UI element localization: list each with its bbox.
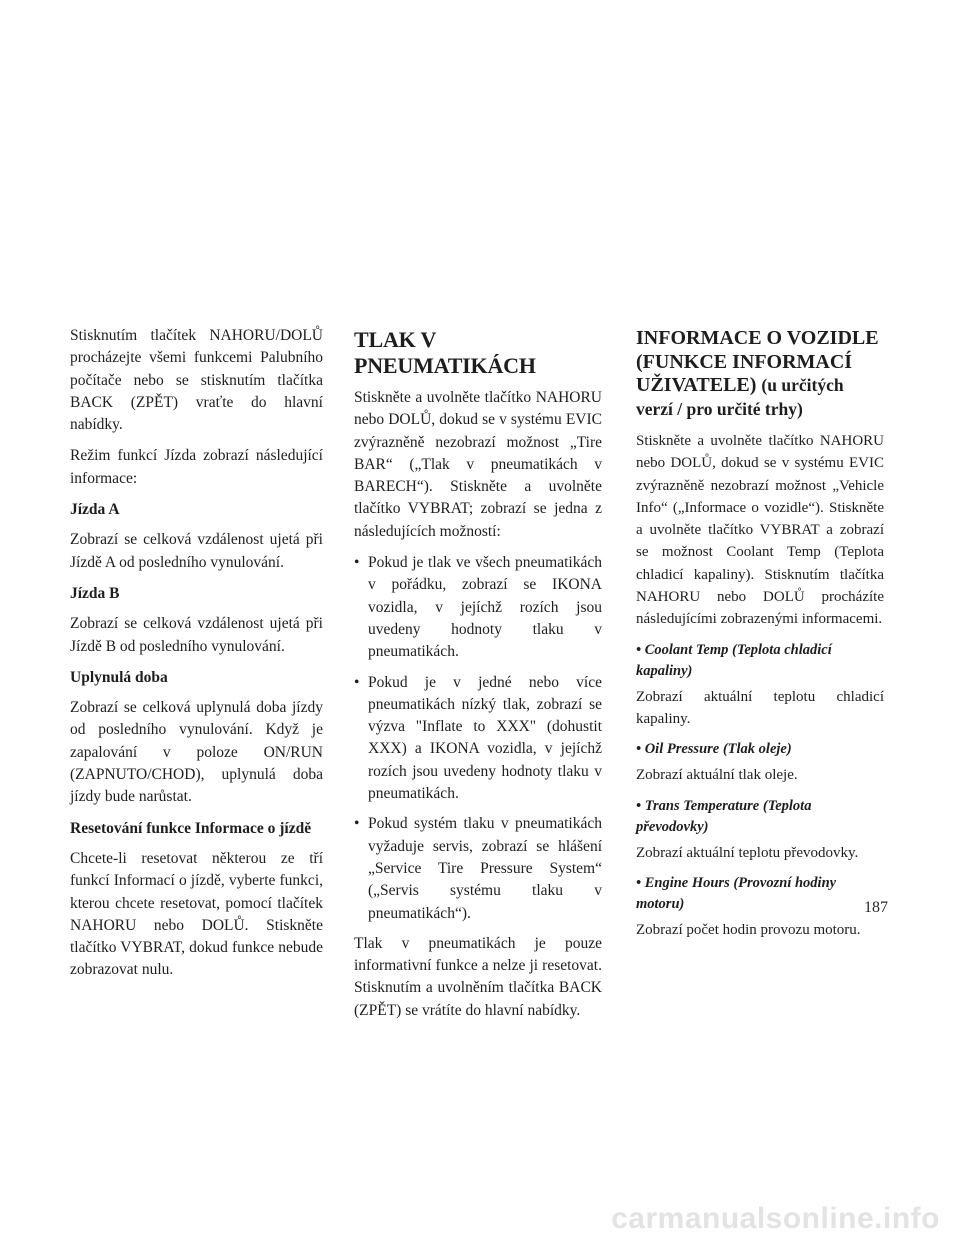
coolant-temp-title: Coolant Temp (Teplota chladicí kapaliny) [636,641,832,679]
oil-pressure-text: Zobrazí aktuální tlak oleje. [636,767,798,784]
reset-heading: Resetování funkce Informace o jízdě [70,819,312,837]
trans-temp-title: Trans Temperature (Teplota převodovky) [636,797,812,835]
watermark-logo: carmanualsonline.info [611,1202,940,1235]
page-number: 187 [864,899,888,916]
vehicle-info-heading-main: INFORMACE O VOZIDLE (FUNKCE INFORMACÍ UŽIVATELE) [636,327,879,396]
column-left [70,325,323,991]
engine-hours-heading: • Engine Hours (Provozní hodiny motoru) [636,874,837,912]
vehicle-info-heading-sub: (u určitých verzí / pro určité trhy) [636,375,844,419]
bullet-icon: • [354,554,360,572]
list-item [354,672,602,806]
reset-paragraph: Chcete-li resetovat některou ze tří funkcí Informací o jízdě, vyberte funkci, kterou chcete resetovat, pomocí tlačítek NAHORU nebo DOLŮ. Stiskněte tlačítko VYBRAT, dokud funkce nebude zobrazovat nulu. [70,849,323,979]
tire-pressure-intro: Stiskněte a uvolněte tlačítko NAHORU nebo DOLŮ, dokud se v systému EVIC zvýrazněně nezobrazí možnost „Tire BAR“ („Tlak v pneumatikách v BARECH“). Stiskněte a uvolněte tlačítko VYBRAT; zobrazí se jedna z následujících možností: [354,389,602,540]
oil-pressure-heading: • Oil Pressure (Tlak oleje) [636,741,792,758]
bullet-icon: • [354,815,360,833]
list-item [354,552,602,663]
engine-hours-text: Zobrazí počet hodin provozu motoru. [636,921,861,938]
list-item-text: Pokud systém tlaku v pneumatikách vyžaduje servis, zobrazí se hlášení „Service Tire Pressure System“ („Servis systému tlaku v pneumatikách“). [368,815,602,922]
column-right [636,325,884,950]
oil-pressure-title: Oil Pressure (Tlak oleje) [644,741,792,758]
jizda-a-heading: Jízda A [70,501,120,519]
bullet-icon: • [354,673,360,691]
vehicle-info-intro: Stiskněte a uvolněte tlačítko NAHORU nebo DOLŮ, dokud se v systému EVIC zvýrazněně nezobrazí možnost „Vehicle Info“ („Informace o vozidle“). Stiskněte a uvolněte tlačítko VYBRAT a zobrazí se možnost Coolant Temp (Teplota chladicí kapaliny). Stisknutím tlačítka NAHORU nebo DOLŮ procházíte následujícími zobrazenými informacemi. [636,433,884,628]
column-middle [354,325,602,1031]
jizda-b-paragraph: Zobrazí se celková vzdálenost ujetá při Jízdě B od posledního vynulování. [70,615,323,655]
jizda-a-paragraph: Zobrazí se celková vzdálenost ujetá při Jízdě A od posledního vynulování. [70,531,323,571]
trans-temp-text: Zobrazí aktuální teplotu převodovky. [636,844,859,861]
coolant-temp-text: Zobrazí aktuální teplotu chladicí kapaliny. [636,688,884,727]
trans-temp-heading: • Trans Temperature (Teplota převodovky) [636,797,812,835]
elapsed-time-paragraph: Zobrazí se celková uplynulá doba jízdy od posledního vynulování. Když je zapalování v poloze ON/RUN (ZAPNUTO/CHOD), uplynulá doba jízdy bude narůstat. [70,699,323,806]
tire-pressure-outro: Tlak v pneumatikách je pouze informativní funkce a nelze ji resetovat. Stisknutím a uvolněním tlačítka BACK (ZPĚT) se vrátíte do hlavní nabídky. [354,934,602,1019]
mode-paragraph: Režim funkcí Jízda zobrazí následující informace: [70,447,323,487]
list-item [354,813,602,924]
tire-pressure-heading: TLAK V PNEUMATIKÁCH [354,327,536,378]
jizda-b-heading: Jízda B [70,584,120,602]
engine-hours-title: Engine Hours (Provozní hodiny motoru) [636,874,837,912]
intro-paragraph: Stisknutím tlačítek NAHORU/DOLŮ procházejte všemi funkcemi Palubního počítače nebo se stisknutím tlačítka BACK (ZPĚT) vraťte do hlavní nabídky. [70,327,323,434]
elapsed-time-heading: Uplynulá doba [70,668,168,686]
list-item-text: Pokud je v jedné nebo více pneumatikách nízký tlak, zobrazí se výzva "Inflate to XXX" (dohustit XXX) a IKONA vozidla, v jejíchž rozích jsou uvedeny hodnoty tlaku v pneumatikách. [368,673,602,803]
tire-pressure-options-list [354,552,602,925]
vehicle-info-heading [636,327,884,421]
coolant-temp-heading: • Coolant Temp (Teplota chladicí kapaliny) [636,641,832,679]
list-item-text: Pokud je tlak ve všech pneumatikách v pořádku, zobrazí se IKONA vozidla, v jejíchž rozích jsou uvedeny hodnoty tlaku v pneumatikách. [368,554,602,661]
